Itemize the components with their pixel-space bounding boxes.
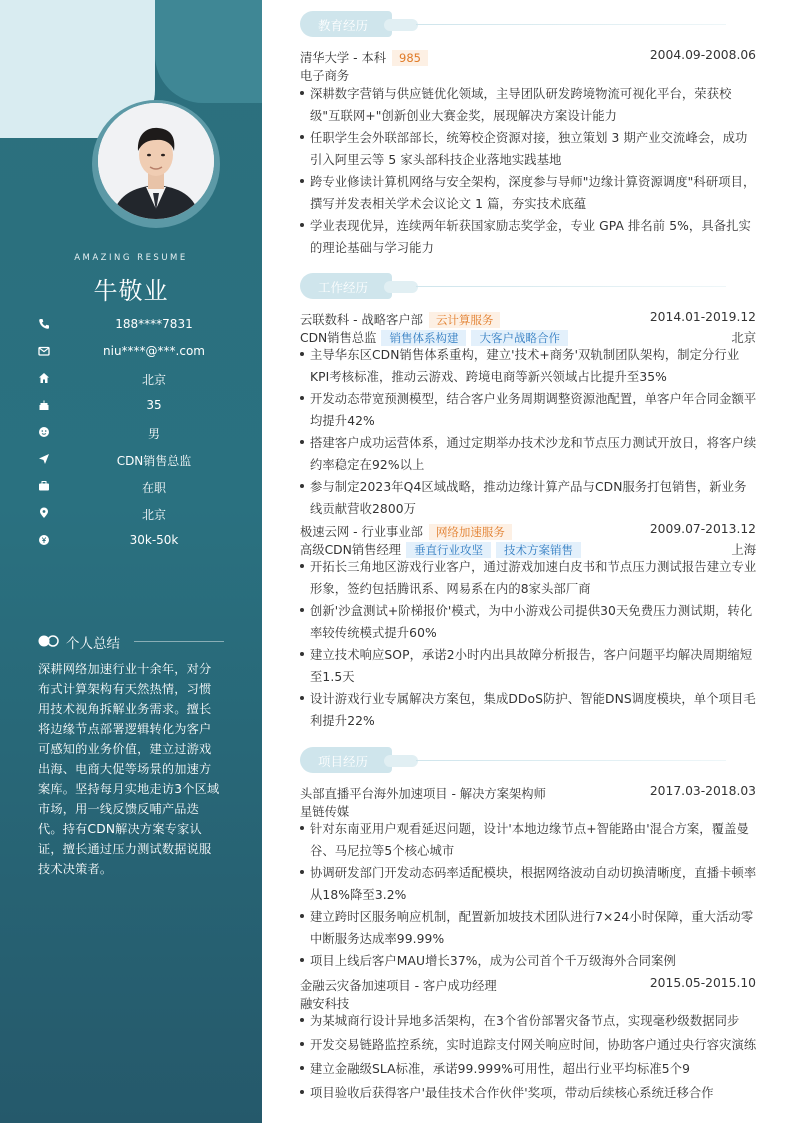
info-age [38,397,248,415]
list-item: 项目验收后获得客户'最佳技术合作伙伴'奖项，带动后续核心系统迁移合作 [300,1082,758,1104]
role-tag: 垂直行业攻坚 [406,542,491,558]
list-item: 建立金融级SLA标准，承诺99.999%可用性，超出行业平均标准5个9 [300,1058,758,1080]
phone-icon [38,318,50,330]
list-item: 开发动态带宽预测模型，结合客户业务周期调整资源池配置，单客户年合同金额平均提升42% [300,388,758,432]
salary-icon [38,534,50,546]
list-item: 设计游戏行业专属解决方案包，集成DDoS防护、智能DNS调度模块，单个项目毛利提升22% [300,688,758,732]
project-client-row [300,802,756,819]
salary-value: 30k-50k [129,533,179,547]
status-value: 在职 [141,481,166,495]
major: 电子商务 [300,69,350,83]
work-section-header [300,273,756,299]
position-value: CDN销售总监 [116,454,192,468]
avatar [98,103,214,219]
target-city-value: 北京 [141,508,166,522]
candidate-name: 牛敬业 [93,277,169,305]
project-name: 头部直播平台海外加速项目 - 解决方案架构师 [300,787,546,801]
school-name: 清华大学 - 本科 [300,51,387,65]
list-item: 搭建客户成功运营体系，通过定期举办技术沙龙和节点压力测试开放日，将客户续约率稳定在92%以上 [300,432,758,476]
job-date: 2014.01-2019.12 [649,310,756,324]
list-item: 任职学生会外联部部长，统筹校企资源对接，独立策划 3 期产业交流峰会，成功引入阿里云等 5 家头部科技企业落地实践基地 [300,127,758,171]
info-status [38,478,248,496]
list-item: 为某城商行设计异地多活架构，在3个省份部署灾备节点，实现毫秒级数据同步 [300,1010,758,1032]
decor-shape [155,0,262,103]
work-title: 工作经历 [318,280,369,295]
list-item: 开拓长三角地区游戏行业客户，通过游戏加速白皮书和节点压力测试报告建立专业形象，签约包括腾讯系、网易系在内的8家头部厂商 [300,556,758,600]
project-name-row [300,976,756,993]
sidebar [0,0,262,1123]
job-role-row [300,328,756,345]
info-phone [38,316,248,334]
city-value: 北京 [141,373,166,387]
project-client-row [300,994,756,1011]
list-item: 项目上线后客户MAU增长37%，成为公司首个千万级海外合同案例 [300,950,758,972]
company-tag: 云计算服务 [429,312,501,328]
list-item: 针对东南亚用户观看延迟问题，设计'本地边缘节点+智能路由'混合方案，覆盖曼谷、马尼拉等5个核心城市 [300,818,758,862]
info-target-position [38,451,248,469]
job-role: CDN销售总监 [300,331,377,345]
list-item: 建立跨时区服务响应机制，配置新加坡技术团队进行7×24小时保障，重大活动零中断服务达成率99.99% [300,906,758,950]
list-item: 学业表现优异，连续两年斩获国家励志奖学金，专业 GPA 排名前 5%，具备扎实的理论基础与学习能力 [300,215,758,259]
education-title: 教育经历 [318,18,369,33]
projects-section-header [300,747,756,773]
avatar-portrait [98,103,214,219]
role-tag: 技术方案销售 [496,542,581,558]
summary-divider [134,641,224,642]
project-client: 融安科技 [300,997,350,1011]
list-item: 参与制定2023年Q4区域战略，推动边缘计算产品与CDN服务打包销售，新业务线贡献营收2800万 [300,476,758,520]
education-section-header [300,11,756,37]
job-role-row [300,540,756,557]
company-name: 极速云网 - 行业事业部 [300,525,423,539]
summary-header [38,632,224,650]
cake-icon [38,399,50,411]
brand-label: AMAZING RESUME [74,253,188,263]
list-item: 协调研发部门开发动态码率适配模块，根据网络波动自动切换清晰度，直播卡顿率从18%降至3.2% [300,862,758,906]
section-dots-icon [38,635,60,647]
education-date: 2004.09-2008.06 [649,48,756,62]
project-date: 2015.05-2015.10 [649,976,756,990]
location-pin-icon [38,507,50,519]
mail-icon [38,345,50,357]
role-tag: 销售体系构建 [381,330,466,346]
project-name: 金融云灾备加速项目 - 客户成功经理 [300,979,497,993]
summary-text: 深耕网络加速行业十余年，对分布式计算架构有天然热情，习惯用技术视角拆解业务需求。擅长将边缘节点部署逻辑转化为客户可感知的业务价值，建立过游戏出海、电商大促等场景的加速方案库。坚持每月实地走访3个区域市场，用一线反馈反哺产品迭代。持有CDN解决方案专家认证，擅长通过压力测试数据说服技术决策者。 [38,662,220,876]
list-item: 主导华东区CDN销售体系重构，建立'技术+商务'双轨制团队架构，制定分行业KPI考核标准，推动云游戏、跨境电商等新兴领域占比提升至35% [300,344,758,388]
project-date: 2017.03-2018.03 [649,784,756,798]
project-name-row [300,784,756,801]
gender-value: 男 [147,427,160,441]
project-client: 星链传媒 [300,805,350,819]
education-school-row [300,48,756,65]
company-name: 云联数科 - 战略客户部 [300,313,423,327]
info-gender [38,424,248,442]
job-company-row [300,310,756,327]
info-city [38,370,248,388]
gender-icon [38,426,50,438]
job-date: 2009.07-2013.12 [649,522,756,536]
role-tag: 大客户战略合作 [471,330,568,346]
send-icon [38,453,50,465]
phone-value: 188****7831 [115,317,193,331]
job-city: 北京 [731,331,756,345]
list-item: 创新'沙盒测试+阶梯报价'模式，为中小游戏公司提供30天免费压力测试期，转化率较传统模式提升60% [300,600,758,644]
info-salary [38,532,248,550]
info-target-city [38,505,248,523]
age-value: 35 [146,398,162,412]
job-role: 高级CDN销售经理 [300,543,402,557]
projects-title: 项目经历 [318,754,369,769]
list-item: 开发交易链路监控系统，实时追踪支付网关响应时间，协助客户通过央行容灾演练 [300,1034,758,1056]
home-icon [38,372,50,384]
education-major-row [300,66,756,83]
list-item: 建立技术响应SOP，承诺2小时内出具故障分析报告，客户问题平均解决周期缩短至1.5天 [300,644,758,688]
job-city: 上海 [731,543,756,557]
summary-title: 个人总结 [66,636,120,652]
info-email [38,343,248,361]
job-company-row [300,522,756,539]
email-value: niu****@***.com [103,344,205,358]
list-item: 跨专业修读计算机网络与安全架构，深度参与导师"边缘计算资源调度"科研项目，撰写并发表相关学术会议论文 1 篇，夯实技术底蕴 [300,171,758,215]
school-tag: 985 [392,50,428,66]
company-tag: 网络加速服务 [429,524,512,540]
briefcase-icon [38,480,50,492]
list-item: 深耕数字营销与供应链优化领域，主导团队研发跨境物流可视化平台，荣获校级"互联网+"创新创业大赛金奖，展现解决方案设计能力 [300,83,758,127]
